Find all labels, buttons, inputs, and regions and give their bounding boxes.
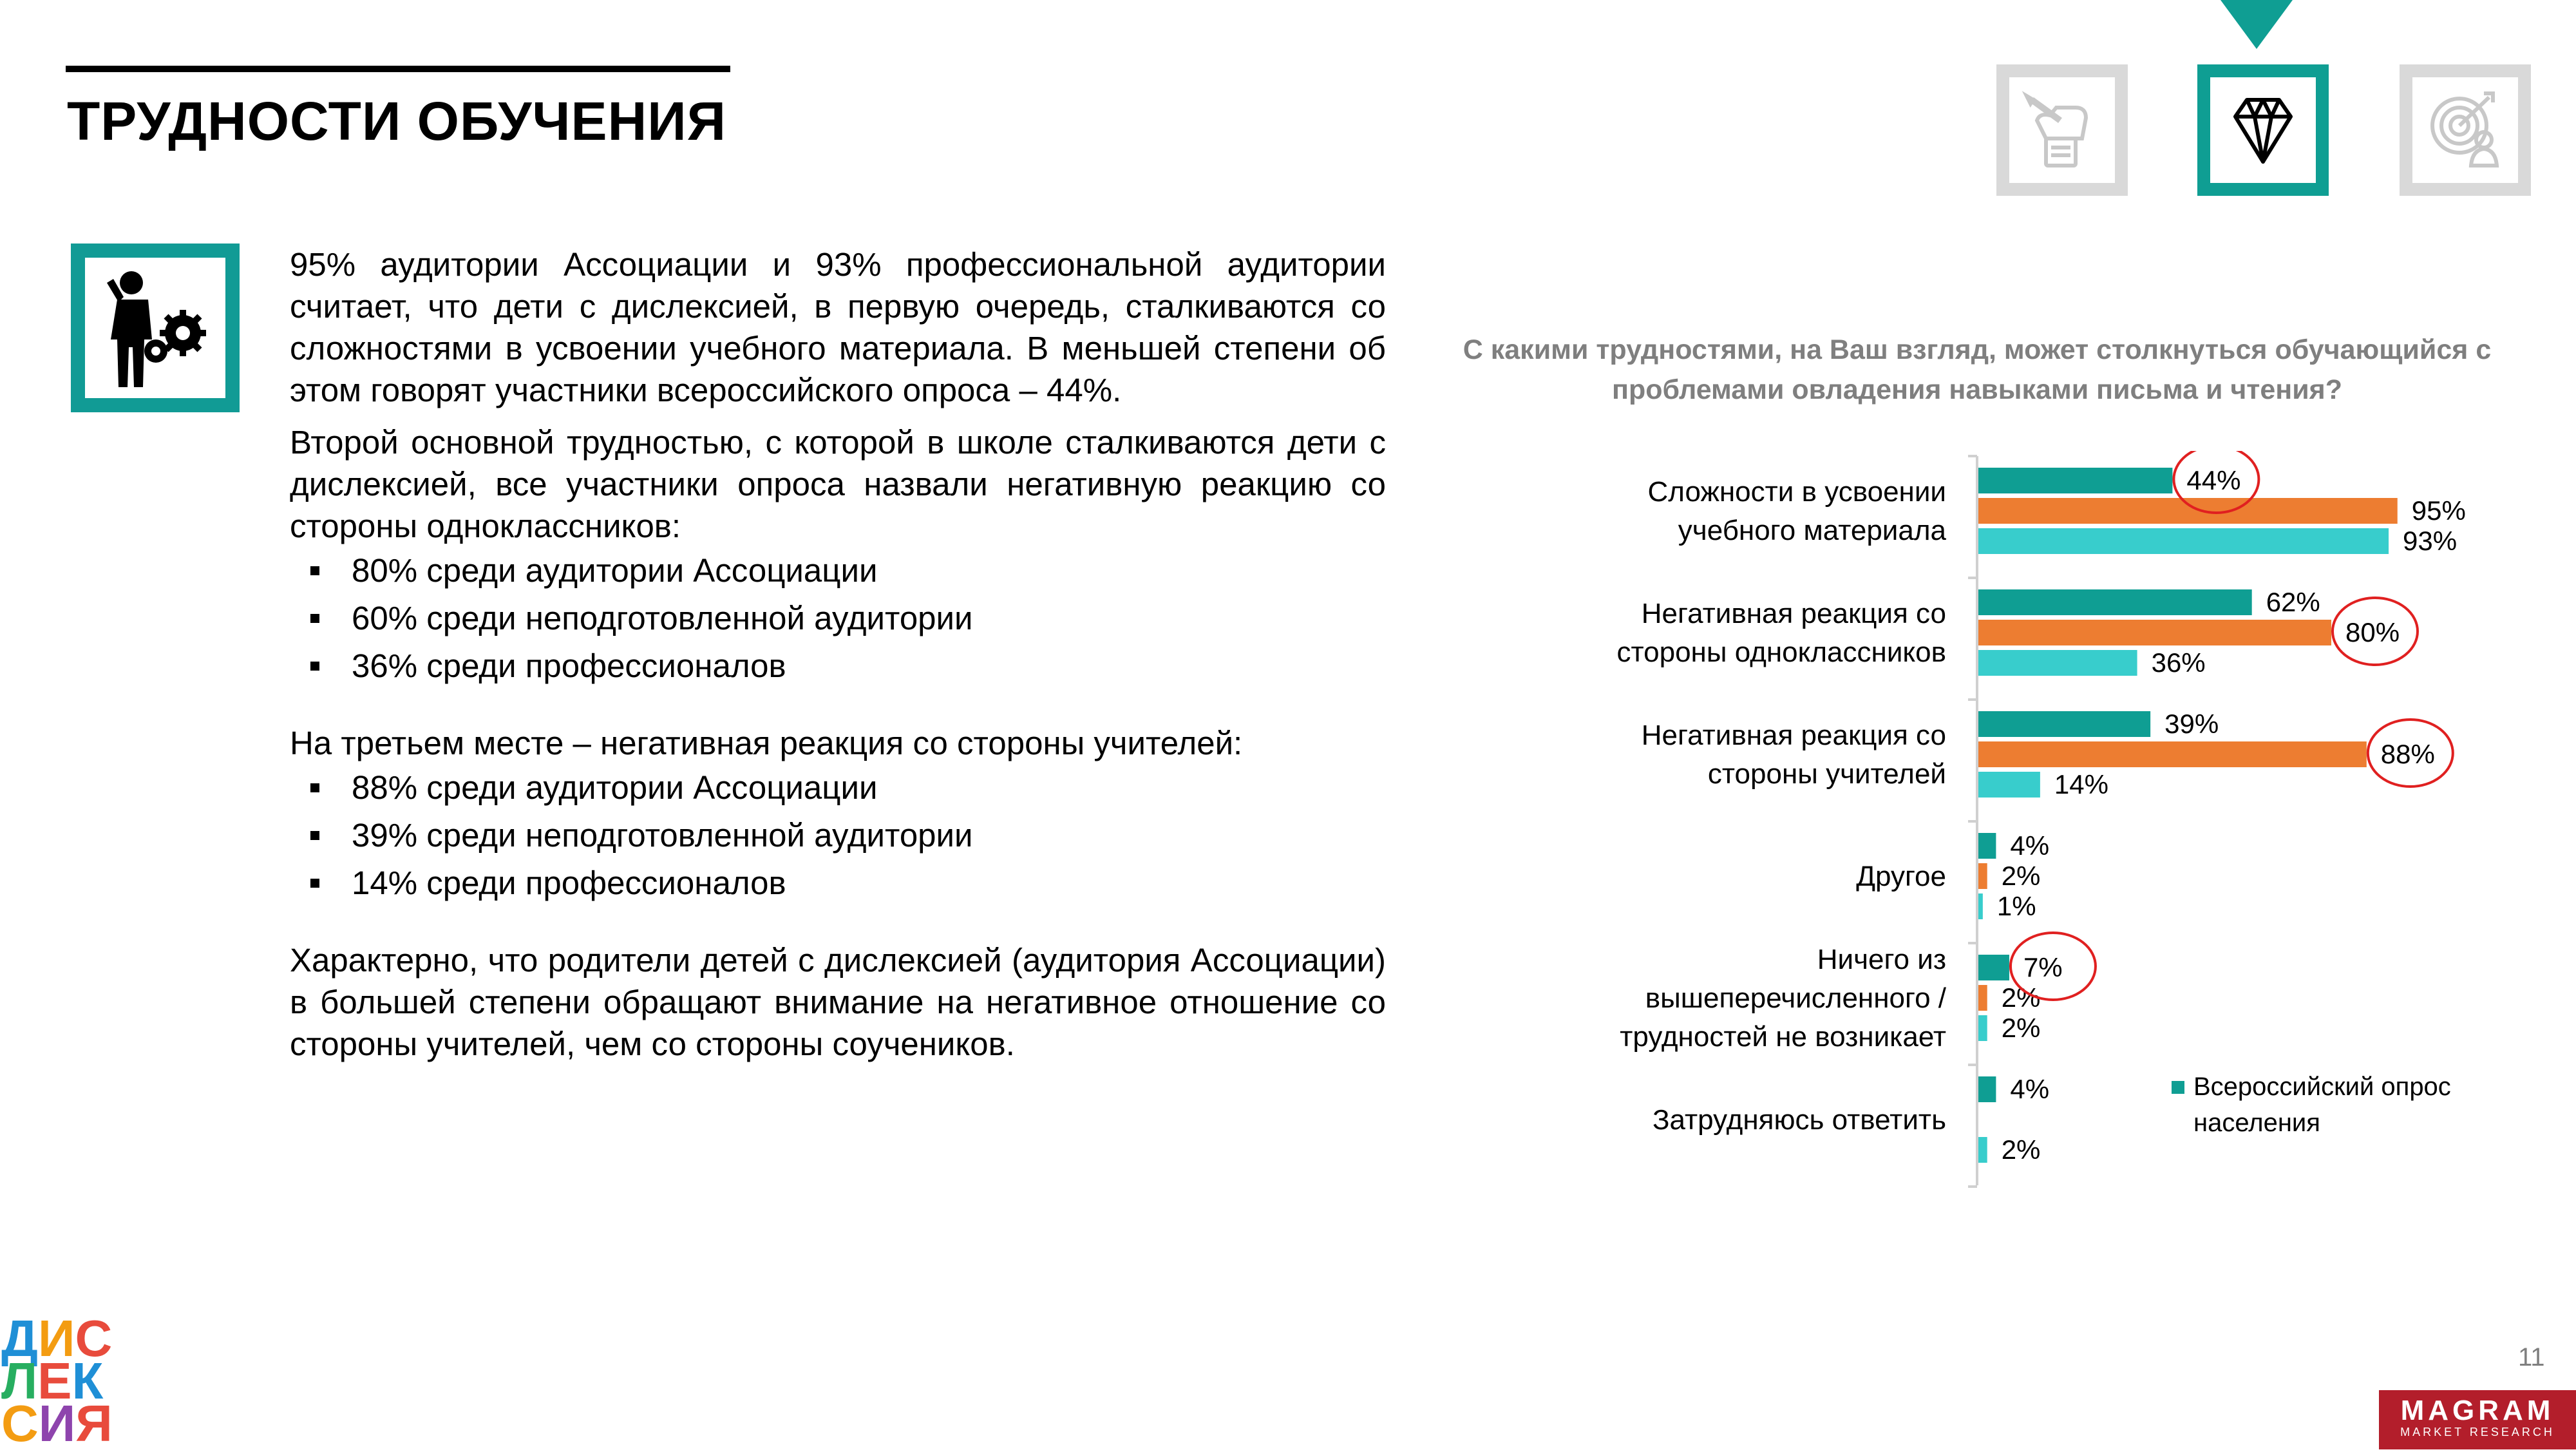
bar [1978,772,2040,798]
bar [1978,893,1983,919]
list-item: 88% среди аудитории Ассоциации [290,764,1386,812]
bar [1978,1076,1996,1102]
category-label: вышеперечисленного / [1645,982,1946,1014]
data-label: 2% [2001,861,2041,891]
category-label: стороны учителей [1707,758,1946,790]
bar [1978,620,2331,645]
legend-label: Всероссийский опрос [2193,1073,2451,1101]
list-item: 60% среди неподготовленной аудитории [290,595,1386,642]
bar [1978,468,2172,493]
data-label: 62% [2266,587,2320,617]
data-label: 1% [1996,891,2036,921]
category-label: Негативная реакция со [1641,598,1946,629]
data-label: 2% [2001,1134,2041,1165]
page-number: 11 [2518,1343,2545,1371]
bar [1978,1137,1987,1163]
legend-marker [2172,1081,2184,1094]
bar [1978,833,1996,859]
data-label: 4% [2010,1074,2050,1104]
data-label: 95% [2411,495,2466,526]
data-label: 39% [2164,709,2219,739]
nav-item-target[interactable] [2400,64,2531,196]
list-teachers [290,764,1386,907]
list-item: 36% среди профессионалов [290,642,1386,690]
chart-title: С какими трудностями, на Ваш взгляд, может столкнуться обучающийся с проблемами овладения навыками письма и чтения? [1463,334,2492,405]
category-label: трудностей не возникает [1620,1021,1946,1053]
category-label: Сложности в усвоении [1647,476,1946,508]
data-label: 4% [2010,830,2050,861]
category-label: Другое [1856,861,1946,892]
category-label: стороны одноклассников [1616,636,1946,668]
active-nav-marker [2221,0,2293,49]
data-label: 44% [2186,465,2241,495]
data-label: 93% [2403,526,2458,556]
data-label: 36% [2151,647,2206,678]
hand-pencil-icon [2014,82,2110,178]
data-label: 2% [2001,982,2041,1013]
paragraph-2: Второй основной трудностью, с которой в школе сталкиваются дети с дислексией, все участники опроса назвали негативную реакцию со стороны одноклассников: [290,424,1386,544]
list-item: 39% среди неподготовленной аудитории [290,812,1386,859]
person-gears-icon-box [71,244,240,412]
paragraph-3: На третьем месте – негативная реакция со стороны учителей: [290,725,1243,761]
title-rule [66,66,730,72]
bar [1978,589,2252,615]
category-label: Затрудняюсь ответить [1652,1104,1946,1136]
category-label: Ничего из [1817,944,1946,975]
bar-chart [1481,451,2512,1198]
brand-subtitle: MARKET RESEARCH [2400,1426,2555,1438]
diamond-icon [2215,82,2311,178]
magram-logo [2379,1390,2576,1449]
person-gears-icon [94,263,216,392]
bar [1978,498,2398,524]
dyslexia-logo: ДИС ЛЕК СИЯ [1,1310,113,1452]
bar [1978,741,2367,767]
data-label: 7% [2023,952,2063,982]
bar [1978,650,2137,676]
bar [1978,1015,1987,1041]
legend-label: населения [2193,1109,2320,1137]
category-label: Негативная реакция со [1641,720,1946,751]
category-label: учебного материала [1678,515,1946,546]
paragraph-1: 95% аудитории Ассоциации и 93% профессиональной аудитории считает, что дети с дислексией, в первую очередь, сталкиваются со сложностями в усвоении учебного материала. В меньшей степени об этом говорят участники всероссийского опроса – 44%. [290,246,1386,408]
data-label: 88% [2380,739,2435,769]
data-label: 80% [2345,617,2400,647]
page-title: ТРУДНОСТИ ОБУЧЕНИЯ [67,91,726,151]
bar [1978,985,1987,1011]
bar [1978,528,2389,554]
list-classmates [290,547,1386,690]
brand-name: MAGRAM [2400,1395,2555,1426]
main-text [290,244,1386,1065]
list-item: 14% среди профессионалов [290,859,1386,907]
list-item: 80% среди аудитории Ассоциации [290,547,1386,595]
bar [1978,955,2009,980]
nav-item-diamond[interactable] [2197,64,2329,196]
data-label: 2% [2001,1013,2041,1043]
bar [1978,711,2150,737]
paragraph-4: Характерно, что родители детей с дислексией (аудитория Ассоциации) в большей степени обращают внимание на негативное отношение со стороны учителей, чем со стороны соучеников. [290,942,1386,1062]
data-label: 14% [2054,769,2108,799]
nav-item-hand-pencil[interactable] [1996,64,2128,196]
target-icon [2417,82,2514,178]
bar [1978,863,1987,889]
